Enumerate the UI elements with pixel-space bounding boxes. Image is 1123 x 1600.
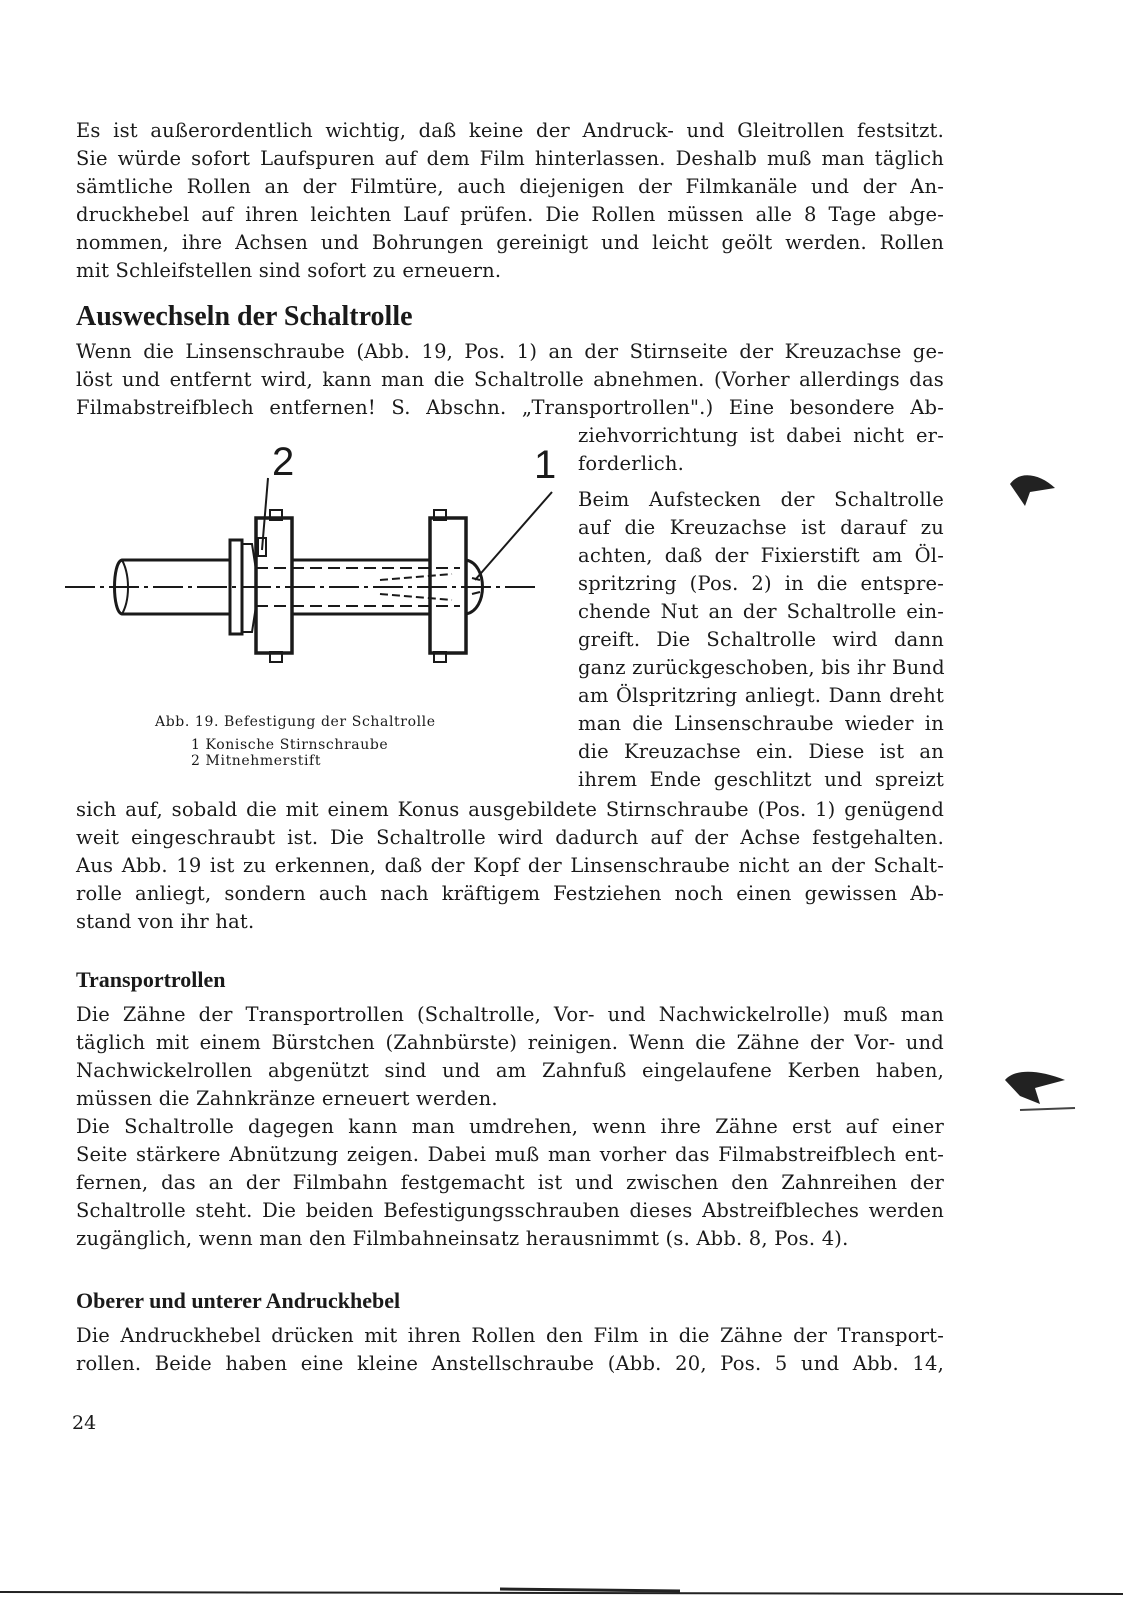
text-line: Schaltrolle steht. Die beiden Befestigungsschrauben dieses Abstreifbleches werden	[76, 1199, 944, 1222]
text-line: Beim Aufstecken der Schaltrolle	[578, 488, 944, 511]
section-heading: Oberer und unterer Andruckhebel	[76, 1288, 401, 1313]
text-line: rollen. Beide haben eine kleine Anstellschraube (Abb. 20, Pos. 5 und Abb. 14,	[76, 1352, 944, 1375]
text-line: chende Nut an der Schaltrolle ein-	[578, 600, 944, 623]
text-line: täglich mit einem Bürstchen (Zahnbürste) reinigen. Wenn die Zähne der Vor- und	[76, 1031, 944, 1054]
text-line: zugänglich, wenn man den Filmbahneinsatz herausnimmt (s. Abb. 8, Pos. 4).	[76, 1227, 849, 1250]
figure-caption: Abb. 19. Befestigung der Schaltrolle	[155, 714, 436, 730]
section-heading: Transportrollen	[76, 967, 226, 992]
text-line: stand von ihr hat.	[76, 910, 255, 933]
page-number: 24	[72, 1412, 97, 1434]
text-line: forderlich.	[578, 452, 684, 475]
text-line: ganz zurückgeschoben, bis ihr Bund	[578, 656, 945, 679]
text-line: mit Schleifstellen sind sofort zu erneuern.	[76, 259, 502, 282]
figure-legend-item: 1 Konische Stirnschraube	[191, 737, 389, 753]
text-line: die Kreuzachse ein. Diese ist an	[578, 740, 944, 763]
text-line: Es ist außerordentlich wichtig, daß keine der Andruck- und Gleitrollen festsitzt.	[76, 119, 944, 142]
scan-edge	[500, 1589, 680, 1591]
text-line: am Ölspritzring anliegt. Dann dreht	[578, 684, 944, 707]
text-line: greift. Die Schaltrolle wird dann	[578, 628, 944, 651]
text-line: Nachwickelrollen abgenützt sind und am Zahnfuß eingelaufene Kerben haben,	[76, 1059, 944, 1082]
text-line: Filmabstreifblech entfernen! S. Abschn. „Transportrollen".) Eine besondere Ab-	[76, 396, 944, 419]
text-line: sämtliche Rollen an der Filmtüre, auch diejenigen der Filmkanäle und der An-	[76, 175, 944, 198]
text-line: spritzring (Pos. 2) in die entspre-	[578, 572, 944, 595]
text-line: Die Schaltrolle dagegen kann man umdrehen, wenn ihre Zähne erst auf einer	[76, 1115, 944, 1138]
text-line: Sie würde sofort Laufspuren auf dem Film hinterlassen. Deshalb muß man täglich	[76, 147, 944, 170]
text-line: müssen die Zahnkränze erneuert werden.	[76, 1087, 498, 1110]
section-heading: Auswechseln der Schaltrolle	[76, 301, 413, 332]
text-line: sich auf, sobald die mit einem Konus ausgebildete Stirnschraube (Pos. 1) genügend	[76, 798, 944, 821]
text-line: auf die Kreuzachse ist darauf zu	[578, 516, 944, 539]
text-line: ziehvorrichtung ist dabei nicht er-	[578, 424, 944, 447]
text-line: löst und entfernt wird, kann man die Schaltrolle abnehmen. (Vorher allerdings das	[76, 368, 944, 391]
text-line: ihrem Ende geschlitzt und spreizt	[578, 768, 944, 791]
label-2: 2	[272, 440, 295, 484]
text-line: achten, daß der Fixierstift am Öl-	[578, 544, 944, 567]
text-line: rolle anliegt, sondern auch nach kräftigem Festziehen noch einen gewissen Ab-	[76, 882, 944, 905]
text-line: Aus Abb. 19 ist zu erkennen, daß der Kopf der Linsenschraube nicht an der Schalt-	[76, 854, 944, 877]
text-line: weit eingeschraubt ist. Die Schaltrolle wird dadurch auf der Achse festgehalten.	[76, 826, 944, 849]
label-1: 1	[534, 443, 557, 487]
scan-mark	[1020, 1108, 1075, 1110]
scan-edge	[0, 1592, 1123, 1594]
text-line: Seite stärkere Abnützung zeigen. Dabei muß man vorher das Filmabstreifblech ent-	[76, 1143, 944, 1166]
text-line: Die Zähne der Transportrollen (Schaltrolle, Vor- und Nachwickelrolle) muß man	[76, 1003, 944, 1026]
text-line: Die Andruckhebel drücken mit ihren Rollen den Film in die Zähne der Transport-	[76, 1324, 944, 1347]
text-line: fernen, das an der Filmbahn festgemacht ist und zwischen den Zahnreihen der	[76, 1171, 944, 1194]
ink-blot	[1010, 475, 1055, 506]
text-line: nommen, ihre Achsen und Bohrungen gereinigt und leicht geölt werden. Rollen	[76, 231, 944, 254]
figure-legend-item: 2 Mitnehmerstift	[191, 753, 322, 769]
text-line: druckhebel auf ihren leichten Lauf prüfen. Die Rollen müssen alle 8 Tage abge-	[76, 203, 944, 226]
text-line: Wenn die Linsenschraube (Abb. 19, Pos. 1) an der Stirnseite der Kreuzachse ge-	[76, 340, 944, 363]
ink-blot	[1005, 1072, 1065, 1104]
text-line: man die Linsenschraube wieder in	[578, 712, 944, 735]
